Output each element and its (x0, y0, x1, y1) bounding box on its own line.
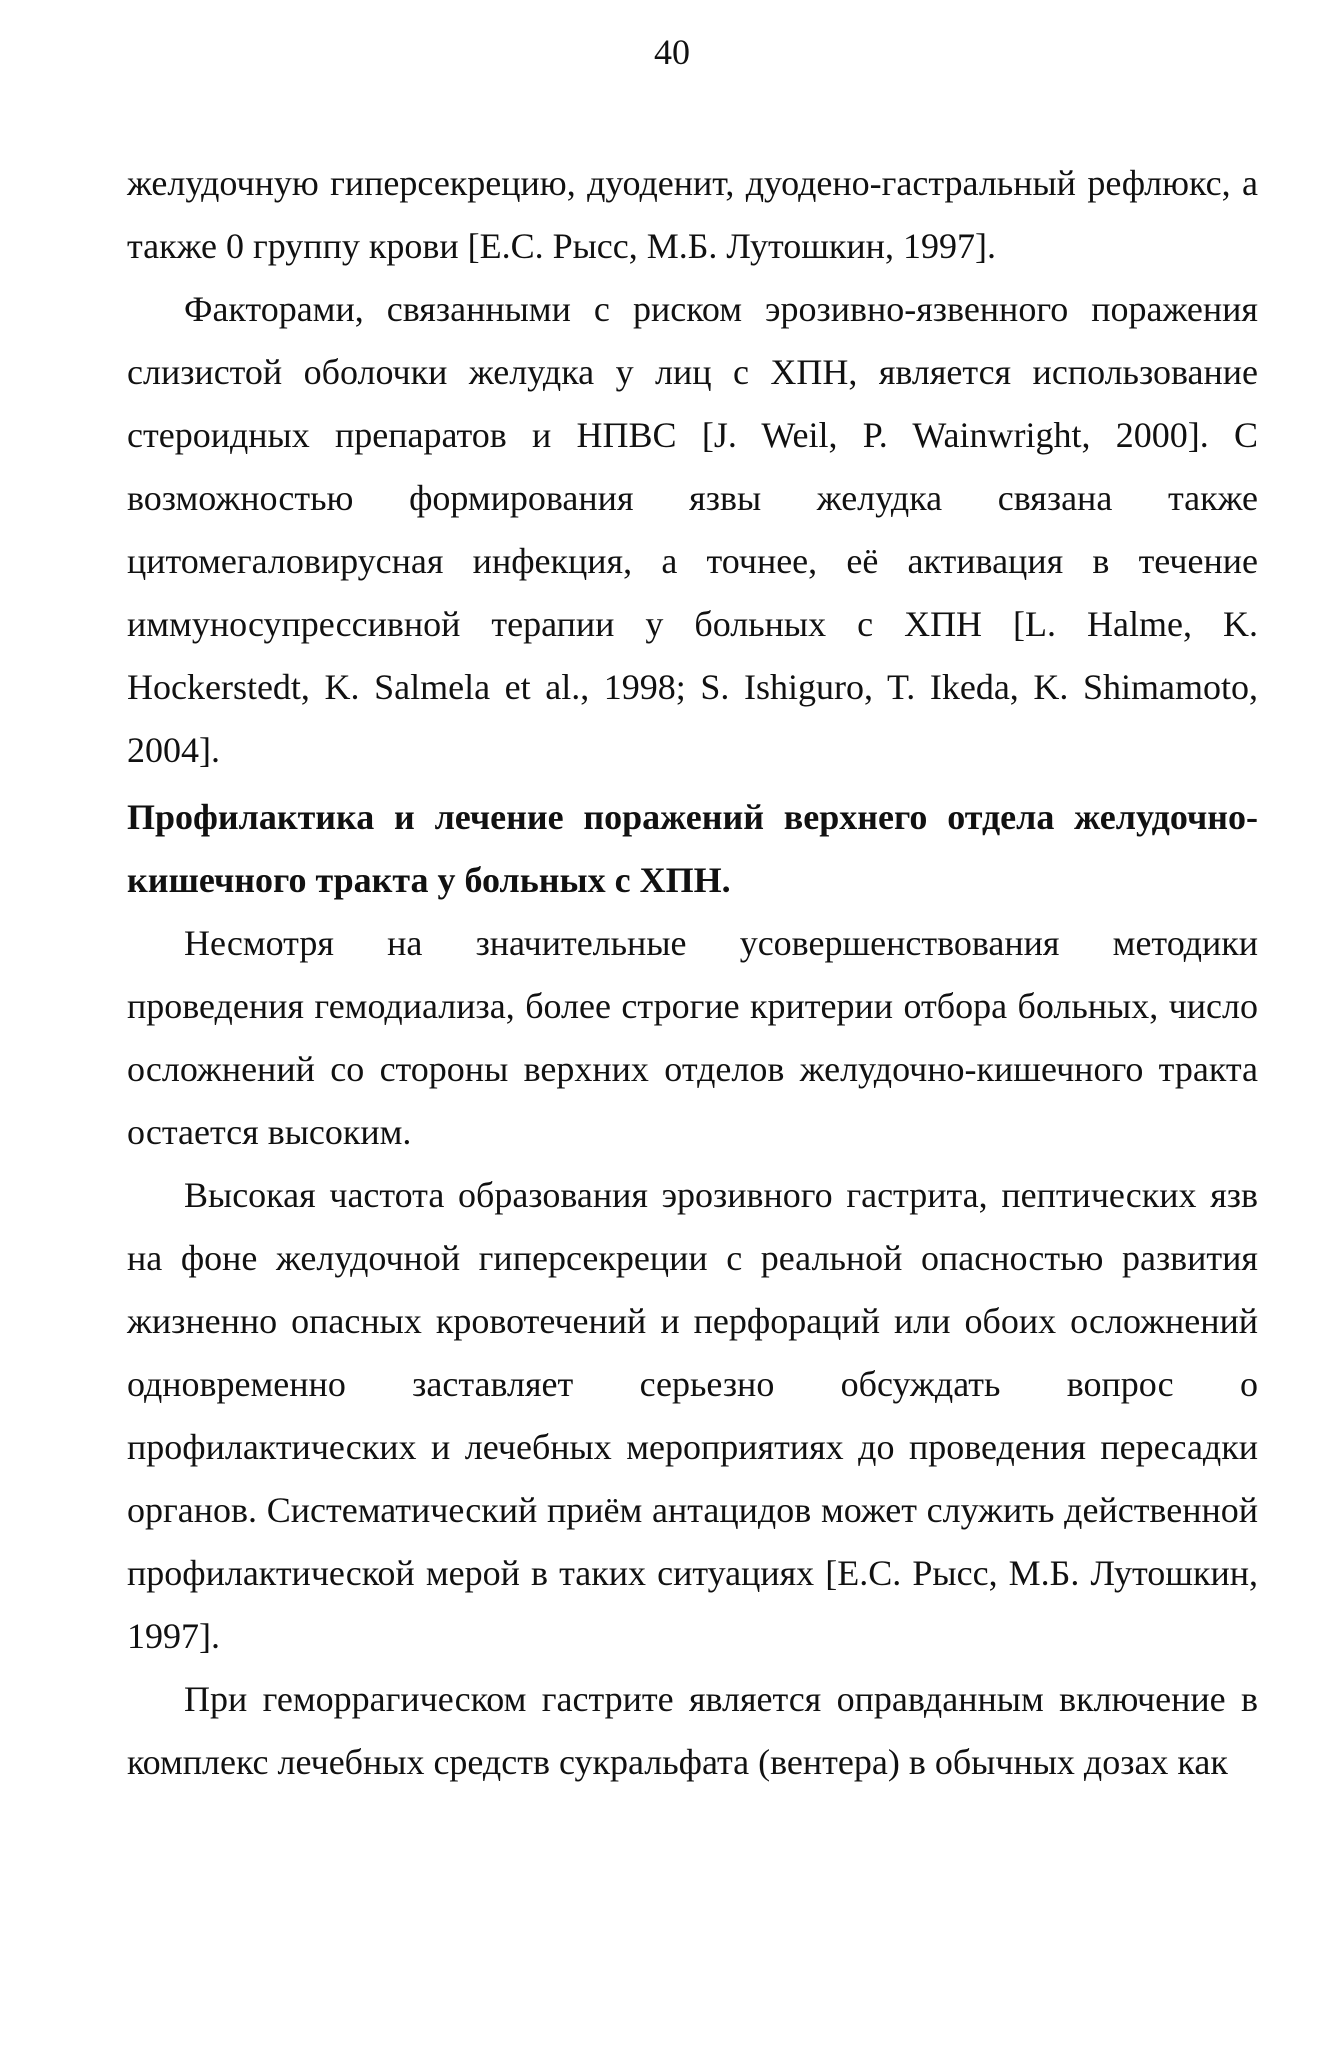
paragraph-risk-factors: Факторами, связанными с риском эрозивно-язвенного поражения слизистой оболочки желудка у лиц с ХПН, является использование стероидных препаратов и НПВС [J. Weil, P. Wainwright, 2000]. С возможностью формирования язвы желудка связана также цитомегаловирусная инфекция, а точнее, её активация в течение иммуносупрессивной терапии у больных с ХПН [L. Halme, K. Hockerstedt, K. Salmela et al., 1998; S. Ishiguro, T. Ikeda, K. Shimamoto, 2004]. (127, 289, 1258, 770)
paragraph-continuation: желудочную гиперсекрецию, дуоденит, дуодено-гастральный рефлюкс, а также 0 группу крови [Е.С. Рысс, М.Б. Лутошкин, 1997]. (127, 163, 1258, 266)
paragraph-treatment: При геморрагическом гастрите является оправданным включение в комплекс лечебных средств сукральфата (вентера) в обычных дозах как (127, 1679, 1258, 1782)
page-number: 40 (654, 32, 690, 72)
paragraph-prevention: Высокая частота образования эрозивного гастрита, пептических язв на фоне желудочной гиперсекреции с реальной опасностью развития жизненно опасных кровотечений и перфораций или обоих осложнений одновременно заставляет серьезно обсуждать вопрос о профилактических и лечебных мероприятиях до проведения пересадки органов. Систематический приём антацидов может служить действенной профилактической мерой в таких ситуациях [Е.С. Рысс, М.Б. Лутошкин, 1997]. (127, 1175, 1258, 1656)
paragraph-complications: Несмотря на значительные усовершенствования методики проведения гемодиализа, более строгие критерии отбора больных, число осложнений со стороны верхних отделов желудочно-кишечного тракта остается высоким. (127, 923, 1258, 1152)
text-block-top (127, 152, 1258, 782)
section-heading: Профилактика и лечение поражений верхнего отдела желудочно-кишечного тракта у больных с ХПН. (127, 797, 1258, 900)
text-block-bottom (127, 912, 1258, 1794)
